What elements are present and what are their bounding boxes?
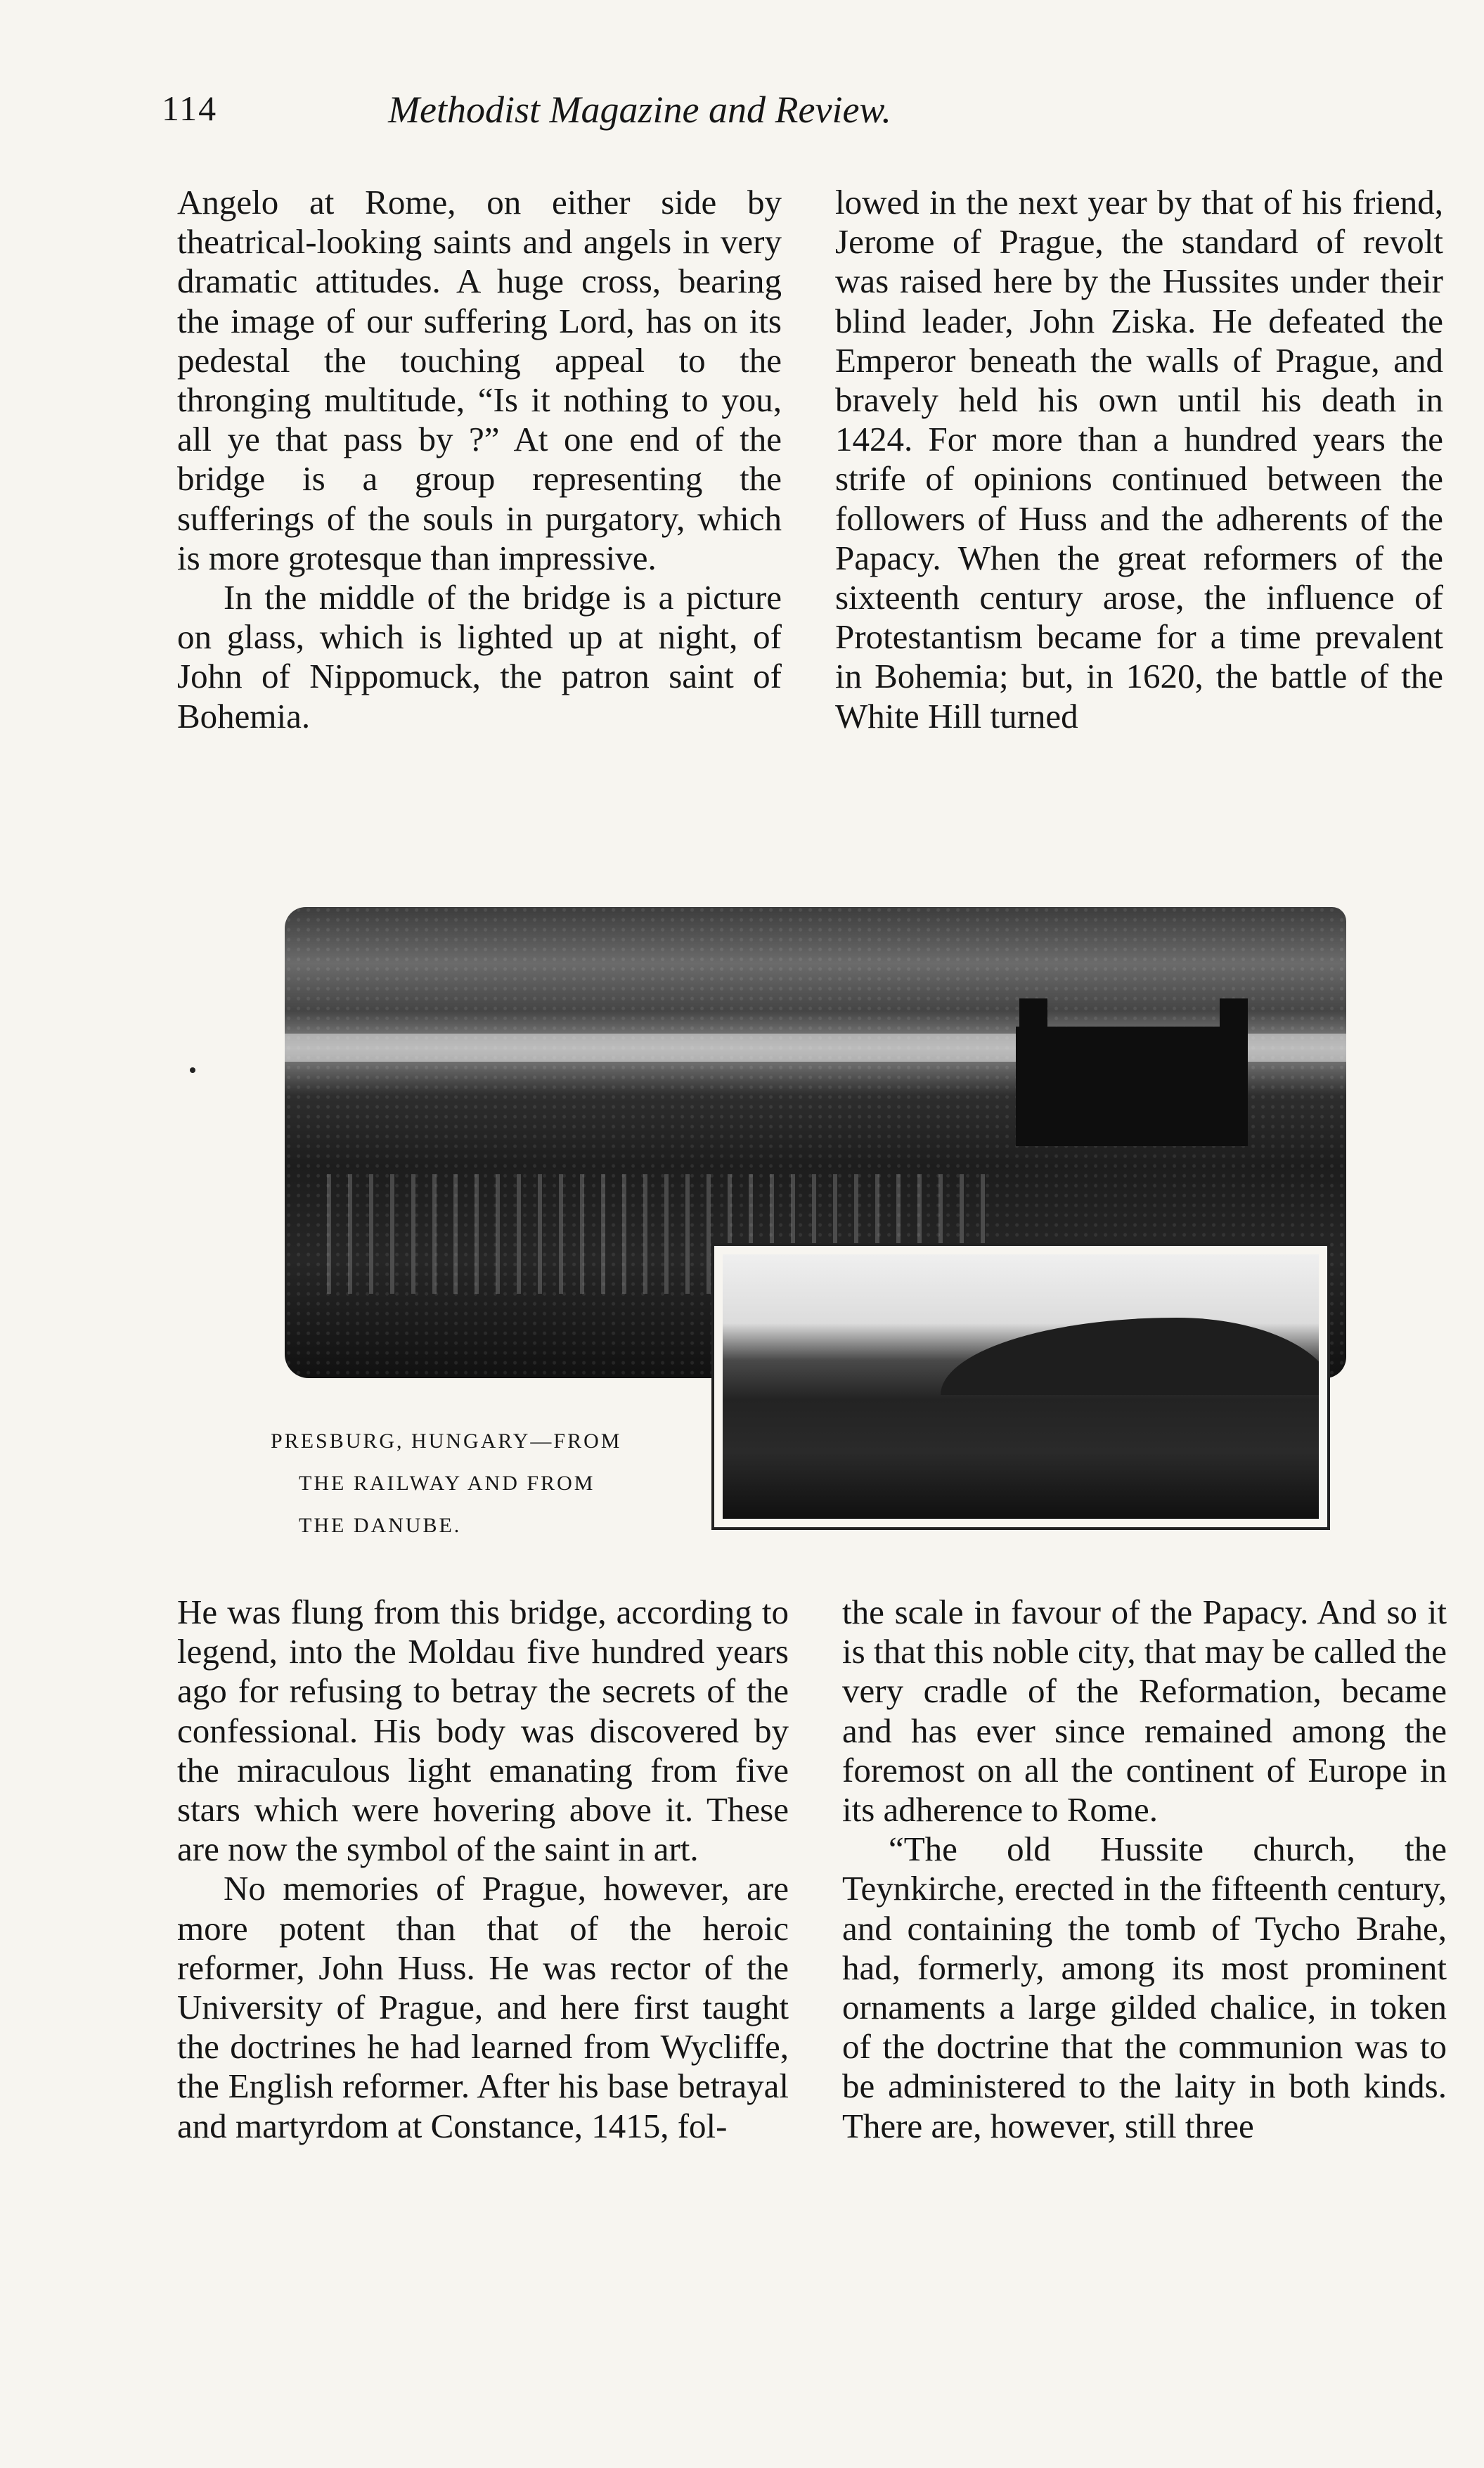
page-header [162,88,1118,151]
caption-line: PRESBURG, HUNGARY—FROM [271,1429,622,1453]
running-title: Methodist Magazine and Review. [388,89,891,131]
paragraph: lowed in the next year by that of his friend, Jerome of Prague, the standard of revolt was raised here by the Hussites under their blind leader, John Ziska. He defeated the Emperor beneath the walls of Prague, and bravely held his own until his death in 1424. For more than a hundred years the strife of opinions continued between the followers of Huss and the adherents of the Papacy. When the great reformers of the sixteenth century arose, the influence of Protestantism became for a time prevalent in Bohemia; but, in 1620, the battle of the White Hill turned [835,183,1443,735]
photo-inner [723,1254,1319,1519]
column-bottom-right [842,1593,1447,2146]
caption-line: THE DANUBE. [299,1514,462,1537]
photo-castle [1016,1027,1248,1146]
paragraph: He was flung from this bridge, according to legend, into the Moldau five hundred years ago for refusing to betray the secrets of the confessional. His body was discovered by the miraculous light emanating from five stars which were hovering above it. These are now the symbol of the saint in art. [177,1593,789,1869]
paragraph: Angelo at Rome, on either side by theatrical-looking saints and angels in very dramatic attitudes. A huge cross, bearing the image of our suffering Lord, has on its pedestal the touching appeal to the thronging multitude, “Is it nothing to you, all ye that pass by ?” At one end of the bridge is a group representing the sufferings of the souls in purgatory, which is more grotesque than impressive. [177,183,782,577]
photo-hill [941,1318,1319,1395]
paragraph: the scale in favour of the Papacy. And so it is that this noble city, that may be called the very cradle of the Reformation, became and has ever since remained among the foremost on all the continent of Europe in its adherence to Rome. [842,1593,1447,1830]
margin-mark [190,1067,195,1073]
column-top-left [177,183,782,736]
caption-line: THE RAILWAY AND FROM [299,1472,595,1495]
figure-caption [271,1420,692,1547]
photo-presburg-danube [711,1243,1330,1530]
column-bottom-left [177,1593,789,2146]
paragraph: In the middle of the bridge is a picture on glass, which is lighted up at night, of John of Nippomuck, the patron saint of Bohemia. [177,578,782,735]
paragraph: No memories of Prague, however, are more potent than that of the heroic reformer, John Huss. He was rector of the University of Prague, and here first taught the doctrines he had learned from Wycliffe, the English reformer. After his base betrayal and martyrdom at Constance, 1415, fol- [177,1869,789,2145]
page-number: 114 [162,89,218,128]
paragraph: “The old Hussite church, the Teynkirche, erected in the fifteenth century, and containing the tomb of Tycho Brahe, had, formerly, among its most prominent ornaments a large gilded chalice, in token of the doctrine that the communion was to be administered to the laity in both kinds. There are, however, still three [842,1830,1447,2145]
column-top-right [835,183,1443,736]
